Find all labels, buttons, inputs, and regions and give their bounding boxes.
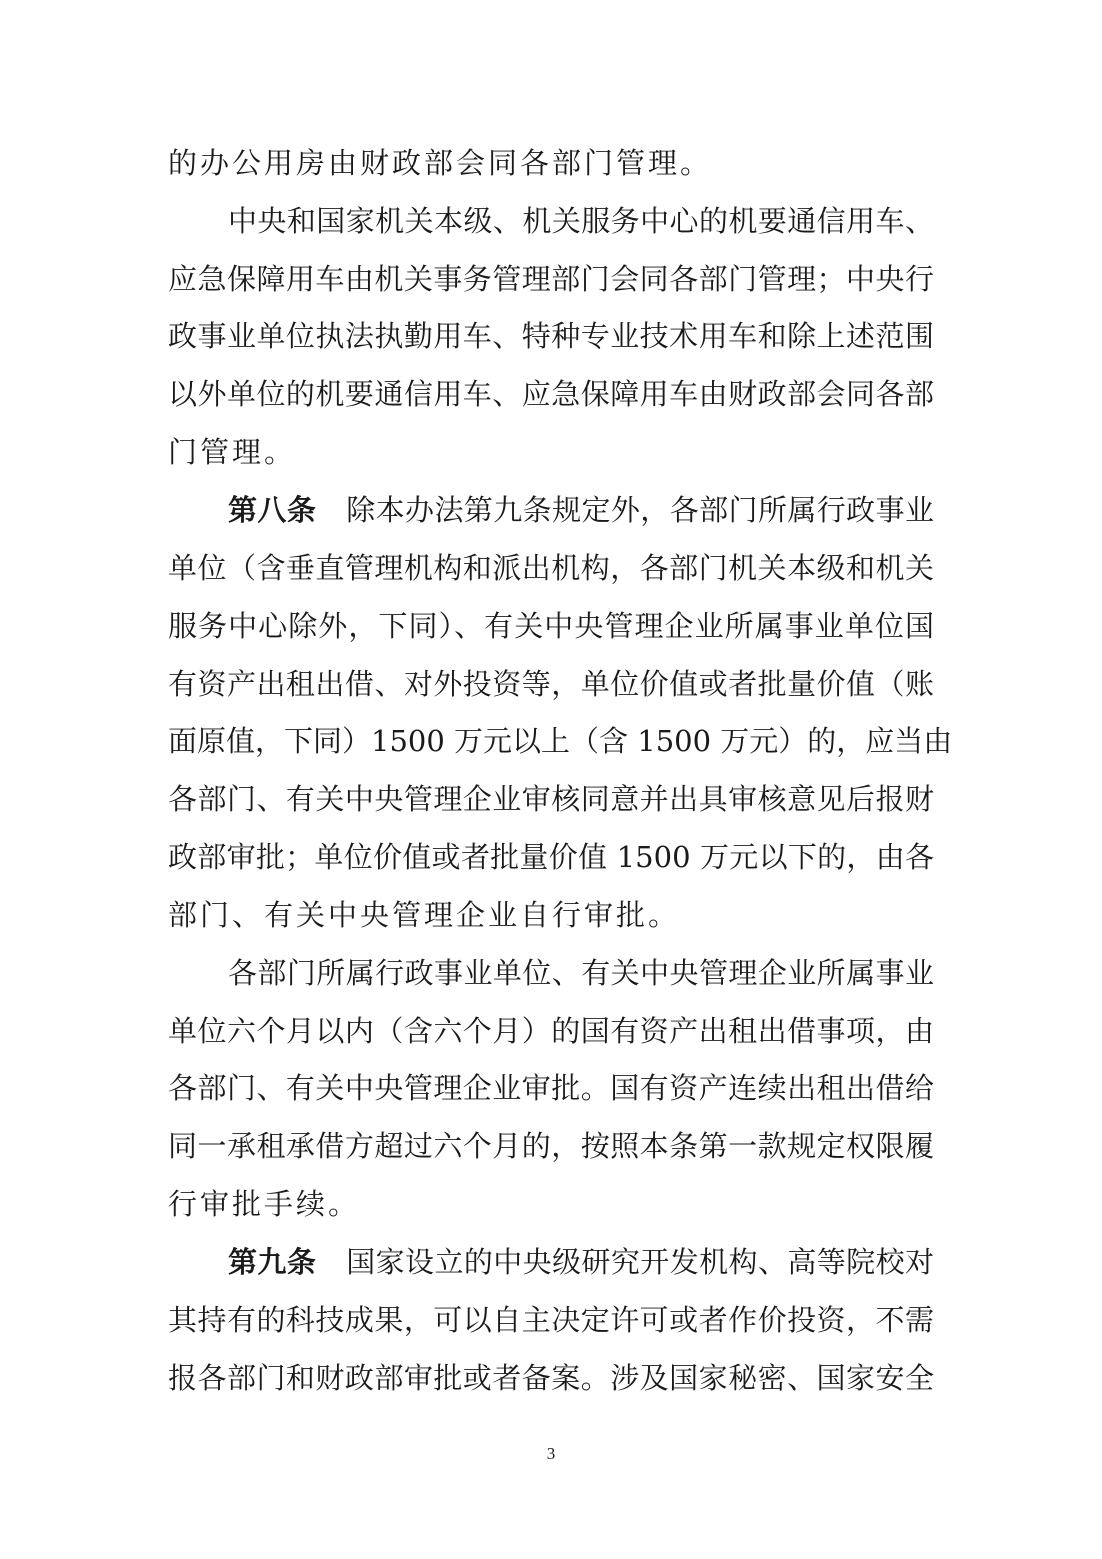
text-line-19: 行审批手续。 — [168, 1187, 361, 1221]
article-9-first-line — [228, 1240, 934, 1284]
text-line-18: 同一承租承借方超过六个月的，按照本条第一款规定权限履 — [168, 1129, 934, 1163]
text-line-20: 国家设立的中央级研究开发机构、高等院校对 — [346, 1245, 934, 1279]
text-line-15: 各部门所属行政事业单位、有关中央管理企业所属事业 — [228, 956, 934, 990]
text-line-13: 政部审批；单位价值或者批量价值 1500 万元以下的，由各 — [168, 840, 934, 874]
page-number: 3 — [546, 1444, 556, 1463]
text-line-5: 以外单位的机要通信用车、应急保障用车由财政部会同各部 — [168, 377, 934, 411]
text-line-11: 面原值，下同）1500 万元以上（含 1500 万元）的，应当由 — [168, 724, 953, 758]
text-line-1: 的办公用房由财政部会同各部门管理。 — [168, 146, 713, 180]
text-line-8: 单位（含垂直管理机构和派出机构，各部门机关本级和机关 — [168, 551, 934, 585]
text-line-3: 应急保障用车由机关事务管理部门会同各部门管理；中央行 — [168, 262, 934, 296]
text-line-22: 报各部门和财政部审批或者备案。涉及国家秘密、国家安全 — [168, 1361, 934, 1395]
text-line-17: 各部门、有关中央管理企业审批。国有资产连续出租出借给 — [168, 1071, 934, 1105]
text-line-4: 政事业单位执法执勤用车、特种专业技术用车和除上述范围 — [168, 319, 934, 353]
text-line-7: 除本办法第九条规定外，各部门所属行政事业 — [346, 493, 934, 527]
article-8-first-line — [228, 488, 934, 532]
text-line-14: 部门、有关中央管理企业自行审批。 — [168, 898, 681, 932]
article-8-label: 第八条 — [228, 493, 317, 527]
text-line-6: 门管理。 — [168, 435, 297, 469]
article-9-label: 第九条 — [228, 1245, 317, 1279]
text-line-2: 中央和国家机关本级、机关服务中心的机要通信用车、 — [228, 204, 934, 238]
text-line-9: 服务中心除外，下同）、有关中央管理企业所属事业单位国 — [168, 609, 934, 643]
text-line-12: 各部门、有关中央管理企业审核同意并出具审核意见后报财 — [168, 782, 934, 816]
text-line-16: 单位六个月以内（含六个月）的国有资产出租出借事项，由 — [168, 1014, 934, 1048]
text-line-10: 有资产出租出借、对外投资等，单位价值或者批量价值（账 — [168, 667, 934, 701]
text-line-21: 其持有的科技成果，可以自主决定许可或者作价投资，不需 — [168, 1303, 934, 1337]
